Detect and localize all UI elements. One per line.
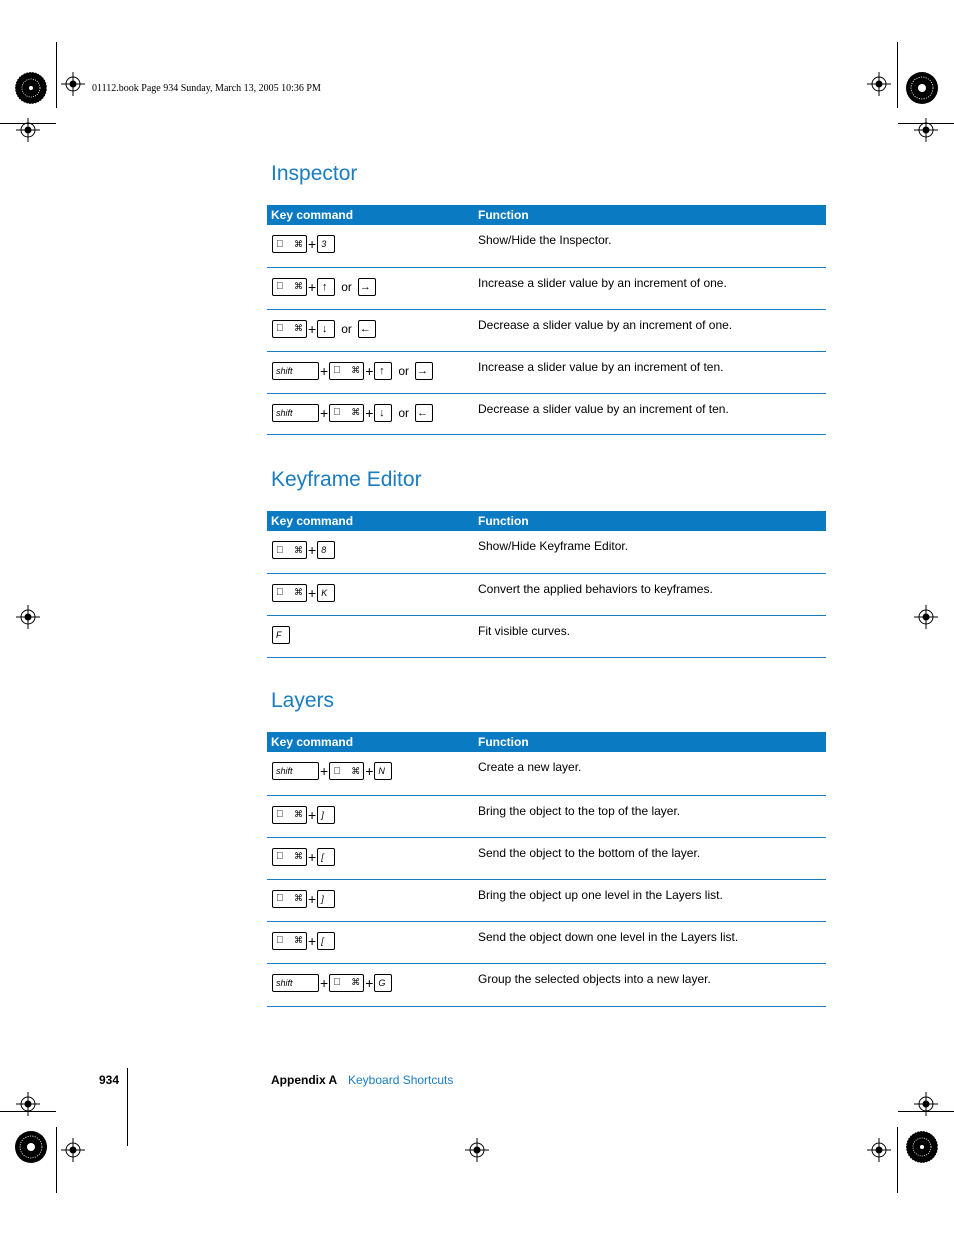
table-row <box>267 573 826 615</box>
key-command-cell <box>267 963 474 1006</box>
key-command-cell <box>267 267 474 309</box>
section-title: Layers <box>271 689 335 712</box>
column-header-function: Function <box>474 205 826 225</box>
key-label: 3 <box>321 239 327 249</box>
crop-mark <box>127 1068 128 1146</box>
command-key <box>272 320 307 338</box>
command-icon: ⌘ <box>294 935 303 945</box>
shortcut-table <box>267 511 826 658</box>
shortcut-table <box>267 732 826 1007</box>
key-label: [ <box>321 851 324 862</box>
arrow-icon: ← <box>359 322 371 335</box>
function-description: Increase a slider value by an increment of one. <box>474 267 826 309</box>
arrow-key <box>358 320 376 338</box>
command-key <box>329 362 364 380</box>
function-description: Increase a slider value by an increment of ten. <box>474 351 826 393</box>
command-key <box>272 848 307 866</box>
command-icon: ⌘ <box>294 238 303 249</box>
registration-mark-icon <box>914 605 938 629</box>
letter-key <box>374 762 392 780</box>
or-label: or <box>398 405 410 420</box>
letter-key <box>317 932 335 950</box>
key-label: K <box>321 587 328 598</box>
key-combination <box>272 362 470 380</box>
starburst-target-icon <box>14 71 48 105</box>
registration-mark-icon <box>465 1138 489 1162</box>
registration-mark-icon <box>867 1138 891 1162</box>
arrow-icon: ↓ <box>321 322 328 335</box>
plus-sign: + <box>308 584 317 601</box>
table-row <box>267 309 826 351</box>
registration-mark-icon <box>914 1092 938 1116</box>
plus-sign: + <box>365 763 374 779</box>
or-label: or <box>398 363 410 378</box>
apple-icon <box>333 407 341 418</box>
crop-mark <box>56 1127 57 1193</box>
key-combination <box>272 278 470 296</box>
command-icon: ⌘ <box>294 809 303 819</box>
apple-icon <box>276 545 284 556</box>
apple-icon <box>276 809 284 820</box>
command-icon: ⌘ <box>294 544 303 555</box>
command-icon: ⌘ <box>351 365 361 375</box>
plus-sign: + <box>308 320 317 337</box>
registration-mark-icon <box>16 118 40 142</box>
command-icon: ⌘ <box>351 977 361 987</box>
letter-key <box>317 541 335 559</box>
plus-sign: + <box>320 362 329 379</box>
shift-key-label: shift <box>276 407 293 418</box>
key-label: ] <box>321 809 324 820</box>
apple-icon <box>276 281 284 292</box>
key-command-cell <box>267 225 474 267</box>
command-key <box>272 235 307 253</box>
key-combination <box>272 541 470 559</box>
table-row <box>267 837 826 879</box>
key-combination <box>272 974 470 992</box>
key-command-cell <box>267 921 474 963</box>
plus-sign: + <box>320 974 329 991</box>
arrow-key <box>317 320 335 338</box>
command-key <box>272 890 307 908</box>
key-label: [ <box>321 935 324 946</box>
crop-mark <box>897 42 898 108</box>
command-key <box>329 974 364 992</box>
function-description: Convert the applied behaviors to keyframes. <box>474 573 826 615</box>
command-key <box>329 762 364 780</box>
command-icon: ⌘ <box>351 407 361 417</box>
apple-icon <box>276 935 284 946</box>
key-command-cell <box>267 837 474 879</box>
key-command-cell <box>267 309 474 351</box>
shift-key <box>272 362 319 380</box>
starburst-target-icon <box>905 1130 939 1164</box>
registration-mark-icon <box>914 118 938 142</box>
registration-mark-icon <box>16 605 40 629</box>
registration-mark-icon <box>61 1138 85 1162</box>
shift-key-label: shift <box>276 766 293 776</box>
plus-sign: + <box>308 848 317 865</box>
function-description: Show/Hide the Inspector. <box>474 225 826 267</box>
print-header: 01112.book Page 934 Sunday, March 13, 2005 10:36 PM <box>92 83 321 94</box>
plus-sign: + <box>308 890 317 907</box>
column-header-function: Function <box>474 511 826 531</box>
apple-icon <box>333 365 341 376</box>
table-row <box>267 351 826 393</box>
table-row <box>267 267 826 309</box>
function-description: Decrease a slider value by an increment of one. <box>474 309 826 351</box>
table-row <box>267 393 826 434</box>
arrow-key <box>317 278 335 296</box>
command-icon: ⌘ <box>351 765 361 776</box>
shift-key-label: shift <box>276 977 293 988</box>
key-combination <box>272 932 470 950</box>
column-header-key-command: Key command <box>267 205 474 225</box>
plus-sign: + <box>308 278 317 295</box>
command-key <box>272 541 307 559</box>
table-row <box>267 921 826 963</box>
apple-icon <box>276 851 284 862</box>
arrow-icon: → <box>417 364 429 377</box>
apple-icon <box>276 893 284 904</box>
key-command-cell <box>267 615 474 657</box>
arrow-key <box>374 404 392 422</box>
command-icon: ⌘ <box>294 893 303 903</box>
section-title: Keyframe Editor <box>271 468 422 491</box>
key-combination <box>272 235 470 253</box>
footer-appendix: Appendix A <box>271 1073 338 1087</box>
key-combination <box>272 848 470 866</box>
key-combination <box>272 626 470 644</box>
table-row <box>267 615 826 657</box>
function-description: Bring the object to the top of the layer. <box>474 795 826 837</box>
function-description: Send the object to the bottom of the layer. <box>474 837 826 879</box>
key-combination <box>272 404 470 422</box>
key-label: N <box>378 766 385 776</box>
registration-mark-icon <box>61 72 85 96</box>
function-description: Show/Hide Keyframe Editor. <box>474 531 826 573</box>
apple-icon <box>333 766 341 777</box>
arrow-key <box>374 362 392 380</box>
arrow-key <box>415 404 433 422</box>
function-description: Send the object down one level in the Layers list. <box>474 921 826 963</box>
key-command-cell <box>267 531 474 573</box>
key-combination <box>272 806 470 824</box>
command-key <box>329 404 364 422</box>
or-label: or <box>341 279 352 294</box>
command-icon: ⌘ <box>294 851 303 861</box>
arrow-key <box>358 278 376 296</box>
command-key <box>272 584 307 602</box>
page-number: 934 <box>99 1073 120 1087</box>
table-row <box>267 531 826 573</box>
key-command-cell <box>267 752 474 795</box>
key-label: 8 <box>321 545 327 555</box>
letter-key <box>317 848 335 866</box>
starburst-target-icon <box>14 1130 48 1164</box>
command-key <box>272 932 307 950</box>
column-header-key-command: Key command <box>267 732 474 752</box>
arrow-icon: → <box>359 280 371 293</box>
registration-mark-icon <box>867 72 891 96</box>
plus-sign: + <box>365 362 374 379</box>
key-command-cell <box>267 879 474 921</box>
key-command-cell <box>267 351 474 393</box>
table-row <box>267 879 826 921</box>
or-label: or <box>341 321 352 336</box>
function-description: Fit visible curves. <box>474 615 826 657</box>
arrow-icon: ↑ <box>379 364 385 377</box>
shift-key-label: shift <box>276 365 293 376</box>
command-icon: ⌘ <box>294 587 303 597</box>
apple-icon <box>276 323 284 334</box>
column-header-function: Function <box>474 732 826 752</box>
shift-key <box>272 974 319 992</box>
starburst-target-icon <box>905 71 939 105</box>
crop-mark <box>56 42 57 108</box>
letter-key <box>374 974 392 992</box>
apple-icon <box>276 587 284 598</box>
letter-key <box>272 626 290 644</box>
arrow-icon: ↑ <box>321 280 328 293</box>
arrow-icon: ↓ <box>379 406 385 419</box>
function-description: Create a new layer. <box>474 752 826 795</box>
key-combination <box>272 890 470 908</box>
apple-icon <box>276 239 284 250</box>
command-icon: ⌘ <box>294 323 303 333</box>
section-title: Inspector <box>271 162 358 185</box>
registration-mark-icon <box>16 1092 40 1116</box>
plus-sign: + <box>308 806 317 823</box>
plus-sign: + <box>320 763 329 779</box>
function-description: Group the selected objects into a new layer. <box>474 963 826 1006</box>
plus-sign: + <box>308 236 317 252</box>
crop-mark <box>897 1127 898 1193</box>
key-combination <box>272 320 470 338</box>
shift-key <box>272 404 319 422</box>
plus-sign: + <box>308 932 317 949</box>
key-command-cell <box>267 795 474 837</box>
plus-sign: + <box>308 542 317 558</box>
table-row <box>267 963 826 1006</box>
command-icon: ⌘ <box>294 281 303 291</box>
function-description: Decrease a slider value by an increment of ten. <box>474 393 826 434</box>
key-combination <box>272 584 470 602</box>
shift-key <box>272 762 319 780</box>
arrow-icon: ← <box>417 406 429 419</box>
letter-key <box>317 806 335 824</box>
column-header-key-command: Key command <box>267 511 474 531</box>
key-combination <box>272 762 470 780</box>
function-description: Bring the object up one level in the Layers list. <box>474 879 826 921</box>
arrow-key <box>415 362 433 380</box>
key-label: ] <box>321 893 324 904</box>
table-row <box>267 225 826 267</box>
key-command-cell <box>267 393 474 434</box>
letter-key <box>317 584 335 602</box>
command-key <box>272 806 307 824</box>
footer-chapter: Keyboard Shortcuts <box>348 1073 454 1087</box>
plus-sign: + <box>365 974 374 991</box>
letter-key <box>317 890 335 908</box>
plus-sign: + <box>365 404 374 421</box>
table-row <box>267 752 826 795</box>
key-command-cell <box>267 573 474 615</box>
shortcut-table <box>267 205 826 435</box>
letter-key <box>317 235 335 253</box>
plus-sign: + <box>320 404 329 421</box>
key-label: F <box>276 629 282 640</box>
key-label: G <box>378 977 386 988</box>
command-key <box>272 278 307 296</box>
apple-icon <box>333 977 341 988</box>
table-row <box>267 795 826 837</box>
